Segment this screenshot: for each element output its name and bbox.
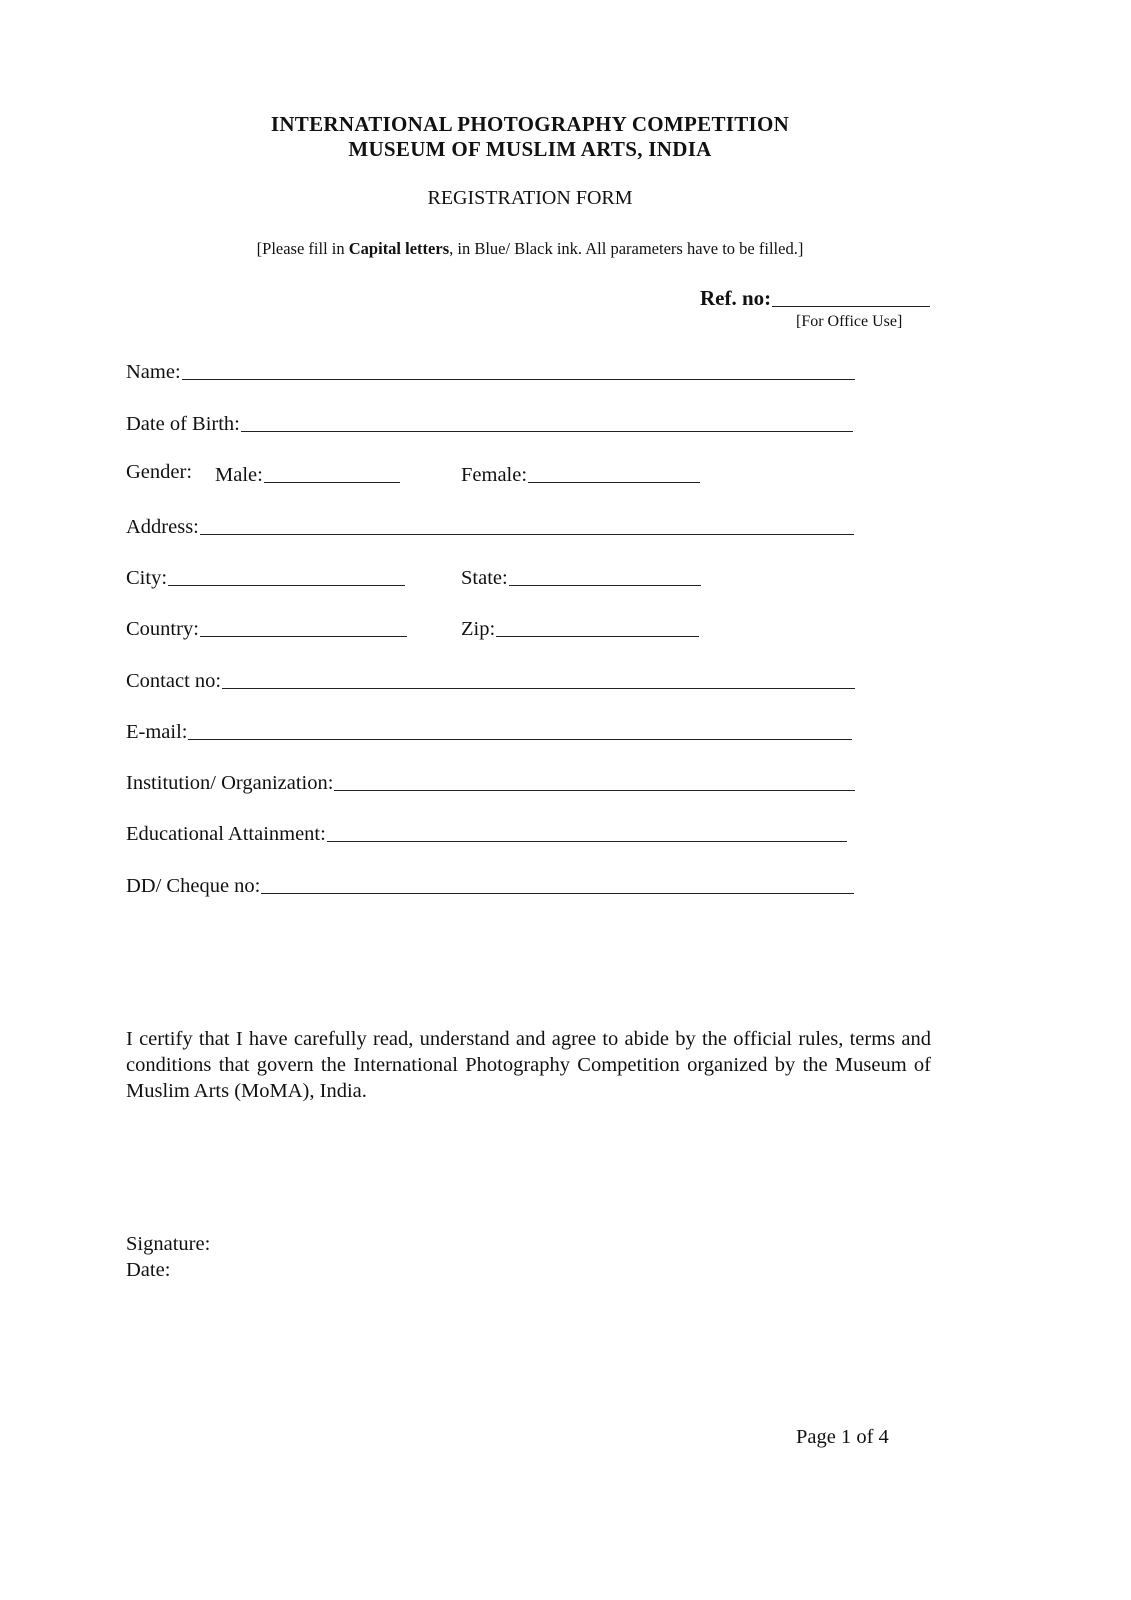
zip-label: Zip:: [461, 618, 496, 640]
certification-statement: I certify that I have carefully read, understand and agree to abide by the official rules, terms and conditions that govern the International Photography Competition organized by the Museum of Muslim Arts (MoMA), India.: [126, 1028, 931, 1102]
email-label: E-mail:: [126, 721, 188, 743]
dd-cheque-label: DD/ Cheque no:: [126, 875, 261, 897]
address-field[interactable]: [126, 513, 854, 539]
contact-line[interactable]: [222, 688, 855, 689]
institution-label: Institution/ Organization:: [126, 772, 334, 794]
institution-line[interactable]: [334, 790, 855, 791]
address-line[interactable]: [200, 534, 854, 535]
contact-field[interactable]: [126, 667, 855, 693]
form-title: REGISTRATION FORM: [427, 187, 633, 209]
city-field[interactable]: [126, 564, 405, 590]
email-field[interactable]: [126, 718, 852, 744]
contact-label: Contact no:: [126, 670, 222, 692]
instructions: [0, 239, 1060, 259]
signature-label: Signature:: [126, 1233, 211, 1255]
state-line[interactable]: [509, 585, 701, 586]
office-use-note: [For Office Use]: [796, 313, 903, 330]
museum-title: MUSEUM OF MUSLIM ARTS, INDIA: [348, 137, 712, 161]
state-field[interactable]: [461, 564, 701, 590]
ref-no-label: Ref. no:: [700, 286, 772, 310]
city-line[interactable]: [168, 585, 405, 586]
competition-title: INTERNATIONAL PHOTOGRAPHY COMPETITION: [270, 112, 790, 136]
dob-field[interactable]: [126, 410, 853, 436]
female-field[interactable]: [461, 461, 700, 487]
country-field[interactable]: [126, 615, 407, 641]
name-field[interactable]: [126, 358, 855, 384]
email-line[interactable]: [188, 739, 852, 740]
zip-line[interactable]: [496, 636, 699, 637]
state-label: State:: [461, 567, 508, 589]
country-label: Country:: [126, 618, 199, 640]
female-line[interactable]: [528, 482, 700, 483]
name-label: Name:: [126, 361, 181, 383]
name-line[interactable]: [182, 379, 855, 380]
city-label: City:: [126, 567, 168, 589]
instruction-text-end: , in Blue/ Black ink. All parameters have to be filled.]: [449, 239, 804, 258]
female-label: Female:: [461, 464, 528, 486]
ref-no-field[interactable]: [700, 285, 930, 311]
institution-field[interactable]: [126, 769, 855, 795]
male-field[interactable]: [215, 461, 400, 487]
dd-cheque-field[interactable]: [126, 872, 854, 898]
date-label: Date:: [126, 1259, 171, 1281]
gender-label: Gender:: [126, 461, 193, 483]
dob-line[interactable]: [241, 431, 853, 432]
dob-label: Date of Birth:: [126, 413, 240, 435]
education-line[interactable]: [327, 841, 847, 842]
instruction-bold: Capital letters: [348, 239, 450, 258]
ref-no-line[interactable]: [772, 306, 930, 307]
page-number: Page 1 of 4: [796, 1426, 889, 1448]
male-line[interactable]: [264, 482, 400, 483]
education-label: Educational Attainment:: [126, 823, 326, 845]
instruction-text: [Please fill in: [256, 239, 349, 258]
male-label: Male:: [215, 464, 263, 486]
address-label: Address:: [126, 516, 199, 538]
dd-cheque-line[interactable]: [261, 893, 854, 894]
country-line[interactable]: [200, 636, 407, 637]
education-field[interactable]: [126, 820, 847, 846]
zip-field[interactable]: [461, 615, 699, 641]
